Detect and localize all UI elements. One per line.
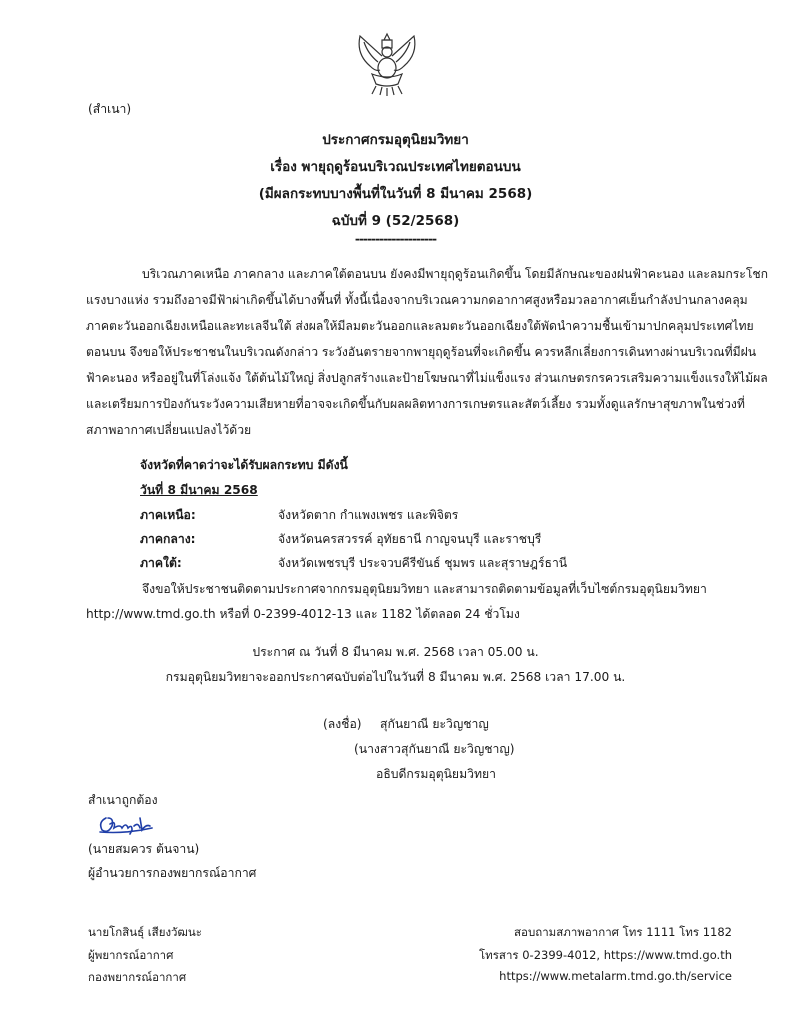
forecaster-title: ผู้พยากรณ์อากาศ xyxy=(88,948,174,962)
metalarm-link[interactable]: https://www.metalarm.tmd.go.th/service xyxy=(499,969,732,983)
forecaster-name: นายโกสินธุ์ เสียงวัฒนะ xyxy=(88,925,202,939)
forecaster-division: กองพยากรณ์อากาศ xyxy=(88,970,187,984)
region-north-label: ภาคเหนือ: xyxy=(140,508,196,522)
region-south-provinces: จังหวัดเพชรบุรี ประจวบคีรีขันธ์ ชุมพร และสุราษฎร์ธานี xyxy=(278,556,568,570)
subject: เรื่อง พายุฤดูร้อนบริเวณประเทศไทยตอนบน xyxy=(270,159,521,175)
signed-name: สุกันยาณี ยะวิญชาญ xyxy=(380,717,489,731)
separator: -------------------- xyxy=(354,232,437,246)
signer-position: อธิบดีกรมอุตุนิยมวิทยา xyxy=(376,767,496,781)
follow-line-contact[interactable]: http://www.tmd.go.th หรือที่ 0-2399-4012-13 และ 1182 ได้ตลอด 24 ชั่วโมง xyxy=(86,607,520,621)
region-central-label: ภาคกลาง: xyxy=(140,532,196,546)
body-line: บริเวณภาคเหนือ ภาคกลาง และภาคใต้ตอนบน ยังคงมีพายุฤดูร้อนเกิดขึ้น โดยมีลักษณะของฝนฟ้าคะนอง และลมกระโชก xyxy=(142,267,769,281)
garuda-emblem-icon xyxy=(352,28,422,98)
region-north-provinces: จังหวัดตาก กำแพงเพชร และพิจิตร xyxy=(278,508,459,522)
body-line: และเตรียมการป้องกันระวังความเสียหายที่อาจจะเกิดขึ้นกับผลผลิตทางการเกษตรและสัตว์เลี้ยง รวมทั้งดูแลรักษาสุขภาพในช่วงที่ xyxy=(86,397,745,411)
body-line: ตอนบน จึงขอให้ประชาชนในบริเวณดังกล่าว ระวังอันตรายจากพายุฤดูร้อนที่จะเกิดขึ้น ควรหลีกเลี่ยงการเดินทางผ่านบริเวณที่มีฝน xyxy=(86,345,757,359)
certified-position: ผู้อำนวยการกองพยากรณ์อากาศ xyxy=(88,866,257,880)
certified-label: สำเนาถูกต้อง xyxy=(88,793,158,807)
fax-website[interactable]: โทรสาร 0-2399-4012, https://www.tmd.go.th xyxy=(479,948,732,962)
body-line: แรงบางแห่ง รวมถึงอาจมีฟ้าผ่าเกิดขึ้นได้บางพื้นที่ ทั้งนี้เนื่องจากบริเวณความกดอากาศสูงหรือมวลอากาศเย็นกำลังปานกลางคลุม xyxy=(86,293,748,307)
page-title: ประกาศกรมอุตุนิยมวิทยา xyxy=(322,132,469,148)
affected-heading: จังหวัดที่คาดว่าจะได้รับผลกระทบ มีดังนี้ xyxy=(140,458,348,472)
region-south-label: ภาคใต้: xyxy=(140,556,182,570)
certified-name: (นายสมควร ต้นจาน) xyxy=(88,842,200,856)
handwritten-signature-icon xyxy=(96,812,156,836)
signed-label: (ลงชื่อ) xyxy=(323,717,362,731)
effect-date: (มีผลกระทบบางพื้นที่ในวันที่ 8 มีนาคม 2568) xyxy=(258,186,533,202)
signer-full-name: (นางสาวสุกันยาณี ยะวิญชาญ) xyxy=(354,742,515,756)
follow-line: จึงขอให้ประชาชนติดตามประกาศจากกรมอุตุนิยมวิทยา และสามารถติดตามข้อมูลที่เว็บไซต์กรมอุตุนิยมวิทยา xyxy=(142,582,707,596)
next-issue: กรมอุตุนิยมวิทยาจะออกประกาศฉบับต่อไปในวันที่ 8 มีนาคม พ.ศ. 2568 เวลา 17.00 น. xyxy=(165,670,626,684)
affected-date: วันที่ 8 มีนาคม 2568 xyxy=(140,483,258,497)
weather-hotline: สอบถามสภาพอากาศ โทร 1111 โทร 1182 xyxy=(514,925,732,939)
announced-time: ประกาศ ณ วันที่ 8 มีนาคม พ.ศ. 2568 เวลา 05.00 น. xyxy=(252,645,539,659)
body-line: ฟ้าคะนอง หรืออยู่ในที่โล่งแจ้ง ใต้ต้นไม้ใหญ่ สิ่งปลูกสร้างและป้ายโฆษณาที่ไม่แข็งแรง ส่วนเกษตรกรควรเสริมความแข็งแรงให้ไม้ผล xyxy=(86,371,768,385)
body-line: ภาคตะวันออกเฉียงเหนือและทะเลจีนใต้ ส่งผลให้มีลมตะวันออกและลมตะวันออกเฉียงใต้พัดนำความชื้นเข้ามาปกคลุมประเทศไทย xyxy=(86,319,754,333)
region-central-provinces: จังหวัดนครสวรรค์ อุทัยธานี กาญจนบุรี และราชบุรี xyxy=(278,532,542,546)
copy-label: (สำเนา) xyxy=(88,102,132,116)
issue-number: ฉบับที่ 9 (52/2568) xyxy=(331,213,460,229)
body-line: สภาพอากาศเปลี่ยนแปลงไว้ด้วย xyxy=(86,423,252,437)
